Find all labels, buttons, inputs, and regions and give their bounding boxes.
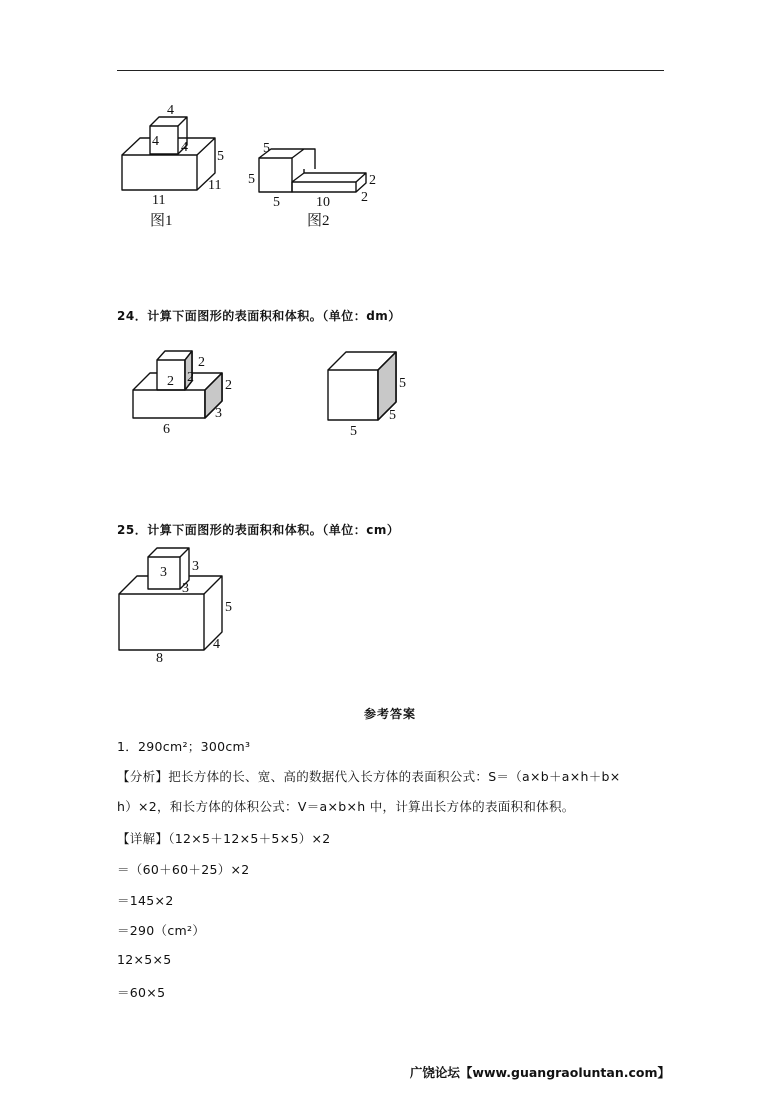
answer-line: ＝60×5 — [117, 985, 166, 1000]
answer-line: ＝145×2 — [117, 893, 174, 908]
answer-line: h）×2，和长方体的体积公式：V＝a×b×h 中，计算出长方体的表面积和体积。 — [117, 799, 575, 814]
answer-line: 【详解】（12×5＋12×5＋5×5）×2 — [117, 831, 331, 846]
fig2-label-height: 5 — [248, 172, 255, 187]
q25-label-front: 3 — [160, 565, 167, 580]
answer-line: 12×5×5 — [117, 952, 172, 967]
answer-line: ＝290（cm²） — [117, 923, 206, 938]
fig1-caption: 图1 — [150, 213, 173, 229]
q24a-label-width: 3 — [215, 406, 222, 421]
q24a-label-height: 2 — [225, 378, 232, 393]
fig1-label-length: 11 — [152, 193, 166, 208]
fig1-label-width: 11 — [208, 178, 222, 193]
q24a-label-length: 6 — [163, 422, 170, 437]
q24a-label-inner: 2 — [187, 370, 194, 385]
q24a-label-front: 2 — [167, 374, 174, 389]
q24b-label-length: 5 — [350, 424, 357, 439]
q24b-label-height: 5 — [399, 376, 406, 391]
question-24: 24．计算下面图形的表面积和体积。（单位：dm） — [117, 309, 401, 323]
figure-2 — [245, 135, 395, 235]
fig2-label-depth: 2 — [361, 190, 368, 205]
fig2-label-side: 2 — [369, 173, 376, 188]
q24-figure-cube — [320, 345, 420, 440]
fig2-label-top: 5 — [263, 141, 270, 156]
answers-title: 参考答案 — [363, 707, 416, 721]
fig1-label-front: 4 — [152, 134, 159, 149]
q25-label-side: 3 — [192, 559, 199, 574]
answer-line: ＝（60＋60＋25）×2 — [117, 862, 250, 877]
q25-label-width: 4 — [213, 637, 220, 652]
fig2-caption: 图2 — [307, 213, 330, 229]
footer-source: 广饶论坛【www.guangraoluntan.com】 — [409, 1065, 670, 1080]
fig1-label-top: 4 — [167, 103, 174, 118]
q25-label-length: 8 — [156, 651, 163, 666]
header-rule — [117, 70, 664, 71]
fig1-label-height: 5 — [217, 149, 224, 164]
answer-line: 【分析】把长方体的长、宽、高的数据代入长方体的表面积公式：S＝（a×b＋a×h＋b× — [117, 769, 621, 784]
q24b-label-depth: 5 — [389, 408, 396, 423]
q25-label-height: 5 — [225, 600, 232, 615]
q24-figure-stacked — [125, 345, 245, 440]
q25-label-bottom: 3 — [182, 581, 189, 596]
question-25: 25．计算下面图形的表面积和体积。（单位：cm） — [117, 523, 400, 537]
q24a-label-top-side: 2 — [198, 355, 205, 370]
fig1-label-side: 4 — [181, 140, 188, 155]
answer-line: 1．290cm²；300cm³ — [117, 739, 251, 754]
fig2-label-length: 10 — [316, 195, 330, 210]
fig2-label-base: 5 — [273, 195, 280, 210]
q25-figure — [112, 545, 247, 665]
figure-1 — [110, 98, 240, 233]
